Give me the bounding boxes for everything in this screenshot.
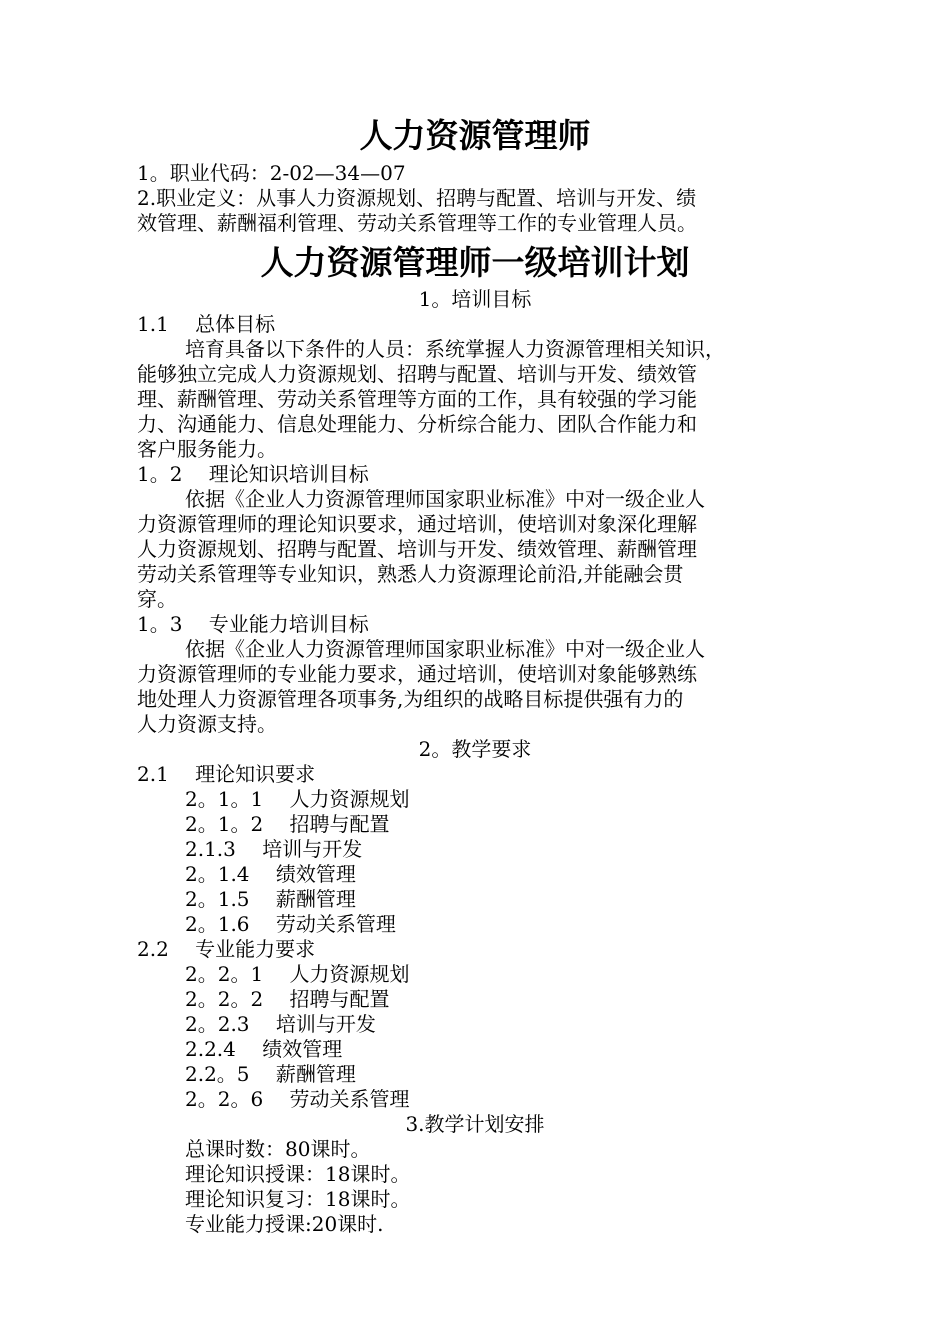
list-item: 2。1.6 劳动关系管理 xyxy=(185,912,396,936)
paragraph-line: 地处理人力资源管理各项事务,为组织的战略目标提供强有力的 xyxy=(137,687,684,711)
list-item: 2。2。2 招聘与配置 xyxy=(185,987,390,1011)
list-item: 2.2.4 绩效管理 xyxy=(185,1037,343,1061)
list-item: 2.2。5 薪酬管理 xyxy=(185,1062,356,1086)
paragraph-line: 人力资源支持。 xyxy=(137,712,277,736)
paragraph-line: 培育具备以下条件的人员：系统掌握人力资源管理相关知识， xyxy=(185,337,725,361)
schedule-line: 总课时数：80课时。 xyxy=(185,1137,371,1161)
paragraph-line: 理、薪酬管理、劳动关系管理等方面的工作，具有较强的学习能 xyxy=(137,387,697,411)
plan-title: 人力资源管理师一级培训计划 xyxy=(260,243,690,282)
occupation-definition-line-2: 效管理、薪酬福利管理、劳动关系管理等工作的专业管理人员。 xyxy=(137,211,697,235)
section-2-heading: 2。教学要求 xyxy=(418,737,532,761)
paragraph-line: 力、沟通能力、信息处理能力、分析综合能力、团队合作能力和 xyxy=(137,412,697,436)
schedule-line: 理论知识授课：18课时。 xyxy=(185,1162,411,1186)
paragraph-line: 穿。 xyxy=(137,587,177,611)
paragraph-line: 力资源管理师的专业能力要求，通过培训，使培训对象能够熟练 xyxy=(137,662,697,686)
paragraph-line: 依据《企业人力资源管理师国家职业标准》中对一级企业人 xyxy=(185,487,705,511)
section-1-2-heading: 1。2 理论知识培训目标 xyxy=(137,462,369,486)
section-1-3-heading: 1。3 专业能力培训目标 xyxy=(137,612,369,636)
section-2-2-heading: 2.2 专业能力要求 xyxy=(137,937,316,961)
occupation-definition-line-1: 2.职业定义：从事人力资源规划、招聘与配置、培训与开发、绩 xyxy=(137,186,697,210)
schedule-line: 专业能力授课:20课时. xyxy=(185,1212,384,1236)
paragraph-line: 劳动关系管理等专业知识，熟悉人力资源理论前沿,并能融会贯 xyxy=(137,562,684,586)
paragraph-line: 力资源管理师的理论知识要求，通过培训，使培训对象深化理解 xyxy=(137,512,697,536)
paragraph-line: 客户服务能力。 xyxy=(137,437,277,461)
section-3-heading: 3.教学计划安排 xyxy=(405,1112,545,1136)
paragraph-line: 能够独立完成人力资源规划、招聘与配置、培训与开发、绩效管 xyxy=(137,362,697,386)
list-item: 2。2.3 培训与开发 xyxy=(185,1012,376,1036)
paragraph-line: 人力资源规划、招聘与配置、培训与开发、绩效管理、薪酬管理 xyxy=(137,537,697,561)
list-item: 2。2。1 人力资源规划 xyxy=(185,962,410,986)
section-2-1-heading: 2.1 理论知识要求 xyxy=(137,762,316,786)
section-1-heading: 1。培训目标 xyxy=(418,287,532,311)
schedule-line: 理论知识复习：18课时。 xyxy=(185,1187,411,1211)
list-item: 2。1。2 招聘与配置 xyxy=(185,812,390,836)
document-title: 人力资源管理师 xyxy=(359,116,591,155)
list-item: 2.1.3 培训与开发 xyxy=(185,837,363,861)
paragraph-line: 依据《企业人力资源管理师国家职业标准》中对一级企业人 xyxy=(185,637,705,661)
list-item: 2。1.5 薪酬管理 xyxy=(185,887,356,911)
occupation-code: 1。职业代码：2-02—34—07 xyxy=(137,161,406,185)
list-item: 2。1.4 绩效管理 xyxy=(185,862,356,886)
list-item: 2。1。1 人力资源规划 xyxy=(185,787,410,811)
section-1-1-heading: 1.1 总体目标 xyxy=(137,312,276,336)
list-item: 2。2。6 劳动关系管理 xyxy=(185,1087,410,1111)
